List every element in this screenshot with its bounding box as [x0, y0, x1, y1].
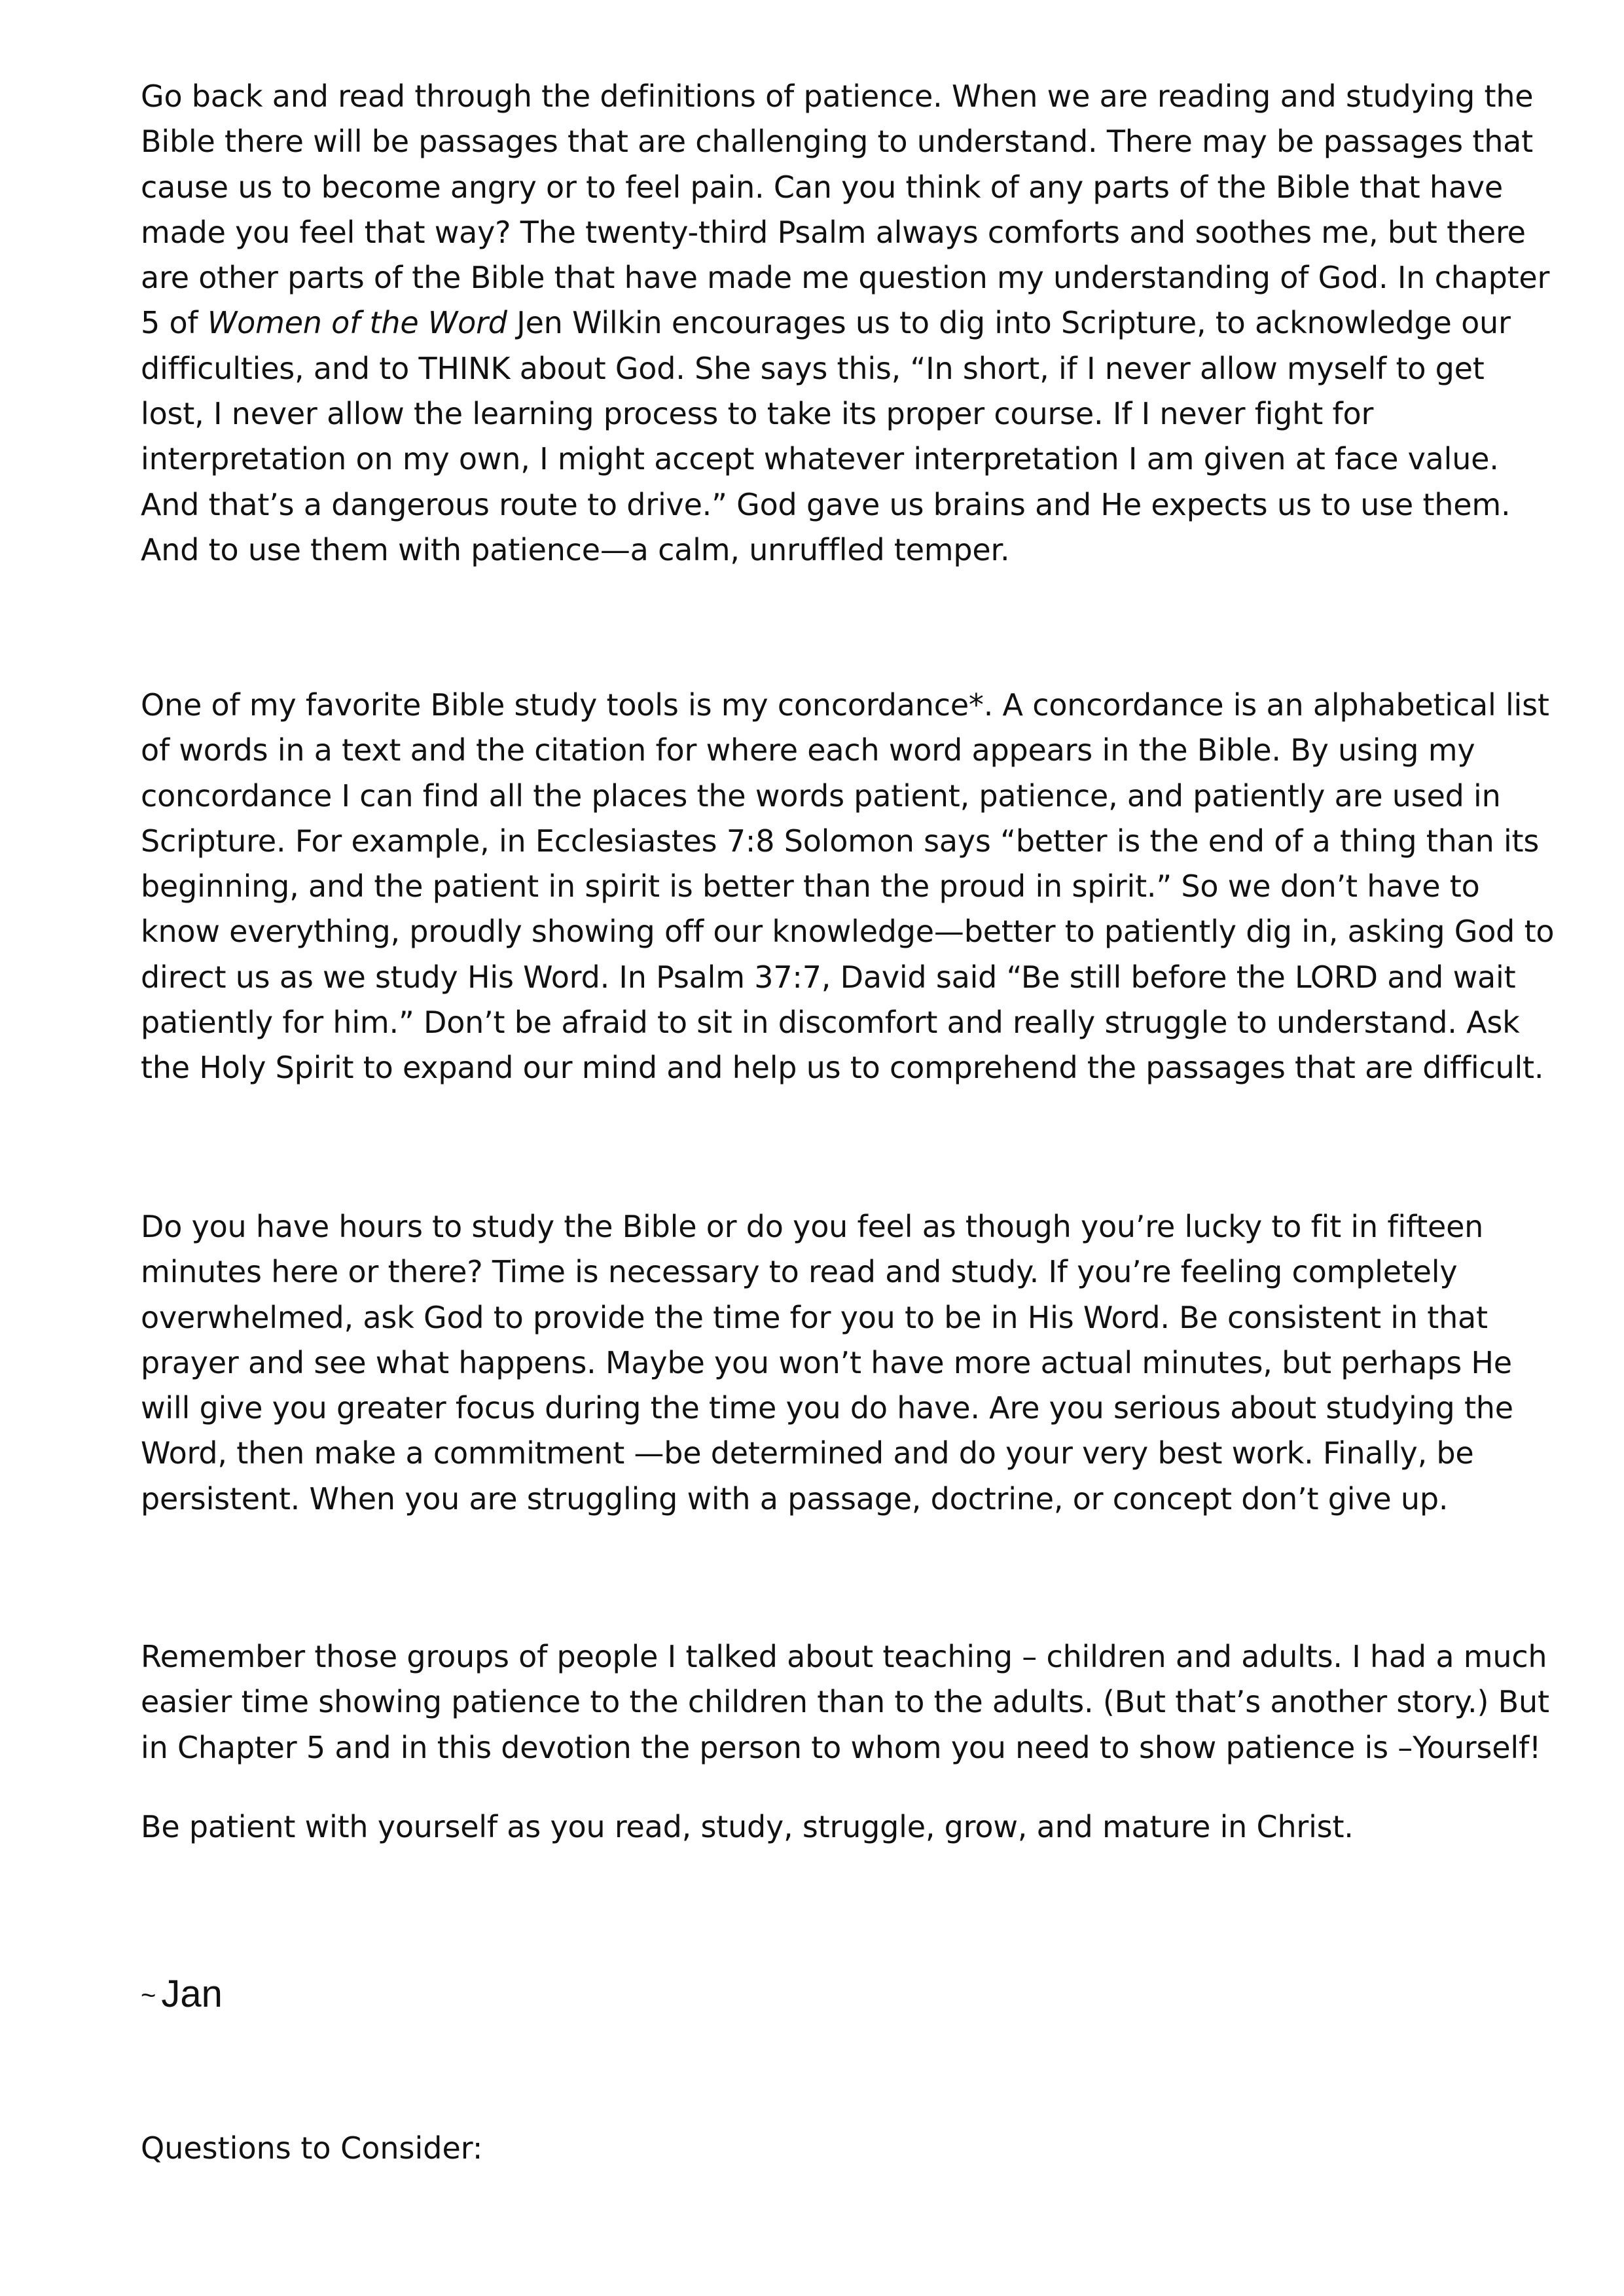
paragraph-patience-definitions [141, 74, 1555, 573]
paragraph-text: Jen Wilkin encourages us to dig into Scripture, to acknowledge our difficulties, and to THINK about God. She says this, “In short, if I never allow myself to get lost, I never allow the learning process to take its proper course. If I never fight for interpretation on my own, I might accept whatever interpretation I am given at face value. And that’s a dangerous route to drive.” God gave us brains and He expects us to use them. And to use them with patience—a calm, unruffled temper. [141, 305, 1511, 567]
paragraph-teaching-groups: Remember those groups of people I talked about teaching – children and adults. I had a much easier time showing patience to the children than to the adults. (But that’s another story.) But in Chapter 5 and in this devotion the person to whom you need to show patience is –Yourself! [141, 1639, 1549, 1765]
paragraph-be-patient: Be patient with yourself as you read, study, struggle, grow, and mature in Christ. [141, 1809, 1354, 1844]
book-title: Women of the Word [207, 305, 507, 341]
questions-heading: Questions to Consider: [141, 2130, 483, 2166]
signoff-tilde: ~ [141, 1981, 156, 2010]
paragraph-text: Go back and read through the definitions of patience. When we are reading and studying the Bible there will be passages that are challenging to understand. There may be passages that cause us to become angry or to feel pain. Can you think of any parts of the Bible that have made you feel that way? The twenty-third Psalm always comforts and soothes me, but there are other parts of the Bible that have made me question my understanding of God. In chapter 5 of [141, 79, 1550, 341]
author-signoff [141, 1971, 223, 2018]
paragraph-study-time: Do you have hours to study the Bible or do you feel as though you’re lucky to fit in fifteen minutes here or there? Time is necessary to read and study. If you’re feeling completely overwhelmed, ask God to provide the time for you to be in His Word. Be consistent in that prayer and see what happens. Maybe you won’t have more actual minutes, but perhaps He will give you greater focus during the time you do have. Are you serious about studying the Word, then make a commitment —be determined and do your very best work. Finally, be persistent. When you are struggling with a passage, doctrine, or concept don’t give up. [141, 1209, 1513, 1516]
author-name: Jan [161, 1973, 223, 2015]
paragraph-concordance: One of my favorite Bible study tools is my concordance*. A concordance is an alphabetical list of words in a text and the citation for where each word appears in the Bible. By using my concordance I can find all the places the words patient, patience, and patiently are used in Scripture. For example, in Ecclesiastes 7:8 Solomon says “better is the end of a thing than its beginning, and the patient in spirit is better than the proud in spirit.” So we don’t have to know everything, proudly showing off our knowledge—better to patiently dig in, asking God to direct us as we study His Word. In Psalm 37:7, David said “Be still before the LORD and wait patiently for him.” Don’t be afraid to sit in discomfort and really struggle to understand. Ask the Holy Spirit to expand our mind and help us to comprehend the passages that are difficult. [141, 687, 1555, 1086]
